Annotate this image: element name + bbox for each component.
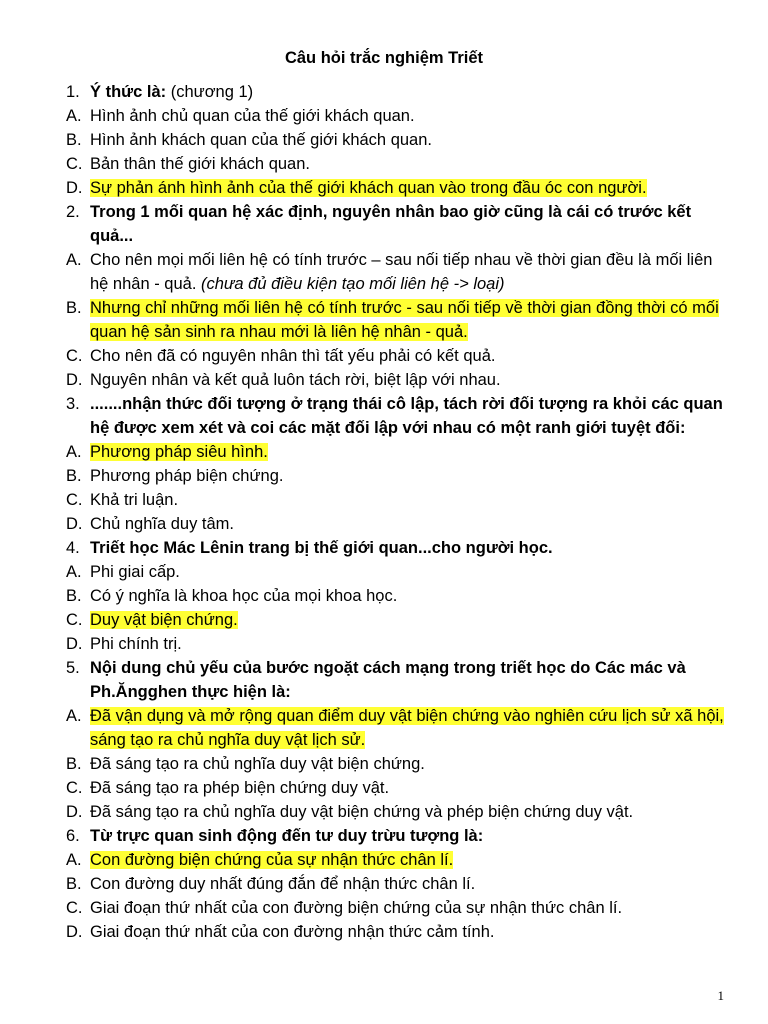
- question-chapter-note: (chương 1): [166, 83, 254, 101]
- question-number: 3.: [66, 395, 80, 413]
- question-text: Ý thức là: (chương 1): [90, 83, 254, 101]
- page-title: Câu hỏi trắc nghiệm Triết: [284, 49, 484, 67]
- question-6: [66, 824, 726, 944]
- option-b-correct: B. Nhưng chỉ những mối liên hệ có tính trước - sau nối tiếp về thời gian đồng thời có mối quan hệ sản sinh ra nhau mới là liên hệ nhân - quả.: [66, 299, 719, 341]
- option-d: D. Chủ nghĩa duy tâm.: [66, 515, 235, 533]
- question-number: 4.: [66, 539, 80, 557]
- option-c: C. Bản thân thế giới khách quan.: [66, 155, 310, 173]
- option-c: C. Đã sáng tạo ra phép biện chứng duy vật.: [66, 779, 390, 797]
- option-a-correct: A. Con đường biện chứng của sự nhận thức chân lí.: [66, 851, 454, 869]
- question-text: Trong 1 mối quan hệ xác định, nguyên nhân bao giờ cũng là cái có trước kết quả...: [90, 203, 692, 245]
- question-number: 2.: [66, 203, 80, 221]
- option-a: A. Phi giai cấp.: [66, 563, 180, 581]
- option-a: A. Cho nên mọi mối liên hệ có tính trước – sau nối tiếp nhau về thời gian đều là mối liên hệ nhân - quả. (chưa đủ điều kiện tạo mối liên hệ -> loại): [66, 251, 713, 293]
- option-a: A. Hình ảnh chủ quan của thế giới khách quan.: [66, 107, 415, 125]
- option-b: B. Đã sáng tạo ra chủ nghĩa duy vật biện chứng.: [66, 755, 425, 773]
- highlighted-answer: Đã vận dụng và mở rộng quan điểm duy vật biện chứng vào nghiên cứu lịch sử xã hội, sáng tạo ra chủ nghĩa duy vật lịch sử.: [90, 707, 724, 749]
- question-number: 1.: [66, 83, 80, 101]
- option-d: D. Giai đoạn thứ nhất của con đường nhận thức cảm tính.: [66, 923, 495, 941]
- highlighted-answer: Con đường biện chứng của sự nhận thức chân lí.: [90, 851, 454, 869]
- option-b: B. Hình ảnh khách quan của thế giới khách quan.: [66, 131, 432, 149]
- highlighted-answer: Nhưng chỉ những mối liên hệ có tính trước - sau nối tiếp về thời gian đồng thời có mối quan hệ sản sinh ra nhau mới là liên hệ nhân - quả.: [90, 299, 719, 341]
- option-d: D. Phi chính trị.: [66, 635, 182, 653]
- question-text: .......nhận thức đối tượng ở trạng thái cô lập, tách rời đối tượng ra khỏi các quan hệ được xem xét và coi các mặt đối lập với nhau có một ranh giới tuyệt đối:: [90, 395, 723, 437]
- question-1: [66, 80, 726, 200]
- option-note: (chưa đủ điều kiện tạo mối liên hệ -> loại): [201, 275, 505, 293]
- option-c: C. Khả tri luận.: [66, 491, 179, 509]
- question-list: [66, 80, 726, 944]
- option-d: D. Nguyên nhân và kết quả luôn tách rời, biệt lập với nhau.: [66, 371, 501, 389]
- option-c: C. Giai đoạn thứ nhất của con đường biện chứng của sự nhận thức chân lí.: [66, 899, 623, 917]
- option-a-correct: A. Phương pháp siêu hình.: [66, 443, 268, 461]
- option-c-correct: C. Duy vật biện chứng.: [66, 611, 238, 629]
- option-d: D. Đã sáng tạo ra chủ nghĩa duy vật biện chứng và phép biện chứng duy vật.: [66, 803, 634, 821]
- question-4: [66, 536, 726, 656]
- question-text: Từ trực quan sinh động đến tư duy trừu tượng là:: [90, 827, 484, 845]
- question-3: [66, 392, 726, 536]
- question-5: [66, 656, 726, 824]
- question-text: Nội dung chủ yếu của bước ngoặt cách mạng trong triết học do Các mác và Ph.Ăngghen thực hiện là:: [90, 659, 686, 701]
- option-c: C. Cho nên đã có nguyên nhân thì tất yếu phải có kết quả.: [66, 347, 496, 365]
- option-d-correct: D. Sự phản ánh hình ảnh của thế giới khách quan vào trong đầu óc con người.: [66, 179, 647, 197]
- highlighted-answer: Sự phản ánh hình ảnh của thế giới khách quan vào trong đầu óc con người.: [90, 179, 647, 197]
- option-b: B. Con đường duy nhất đúng đắn để nhận thức chân lí.: [66, 875, 476, 893]
- page-number: 1: [717, 988, 724, 1003]
- option-a-correct: A. Đã vận dụng và mở rộng quan điểm duy vật biện chứng vào nghiên cứu lịch sử xã hội, sáng tạo ra chủ nghĩa duy vật lịch sử.: [66, 707, 724, 749]
- highlighted-answer: Phương pháp siêu hình.: [90, 443, 268, 461]
- highlighted-answer: Duy vật biện chứng.: [90, 611, 238, 629]
- question-text: Triết học Mác Lênin trang bị thế giới quan...cho người học.: [90, 539, 553, 557]
- option-b: B. Có ý nghĩa là khoa học của mọi khoa học.: [66, 587, 398, 605]
- question-number: 5.: [66, 659, 80, 677]
- question-2: [66, 200, 726, 392]
- question-number: 6.: [66, 827, 80, 845]
- option-b: B. Phương pháp biện chứng.: [66, 467, 284, 485]
